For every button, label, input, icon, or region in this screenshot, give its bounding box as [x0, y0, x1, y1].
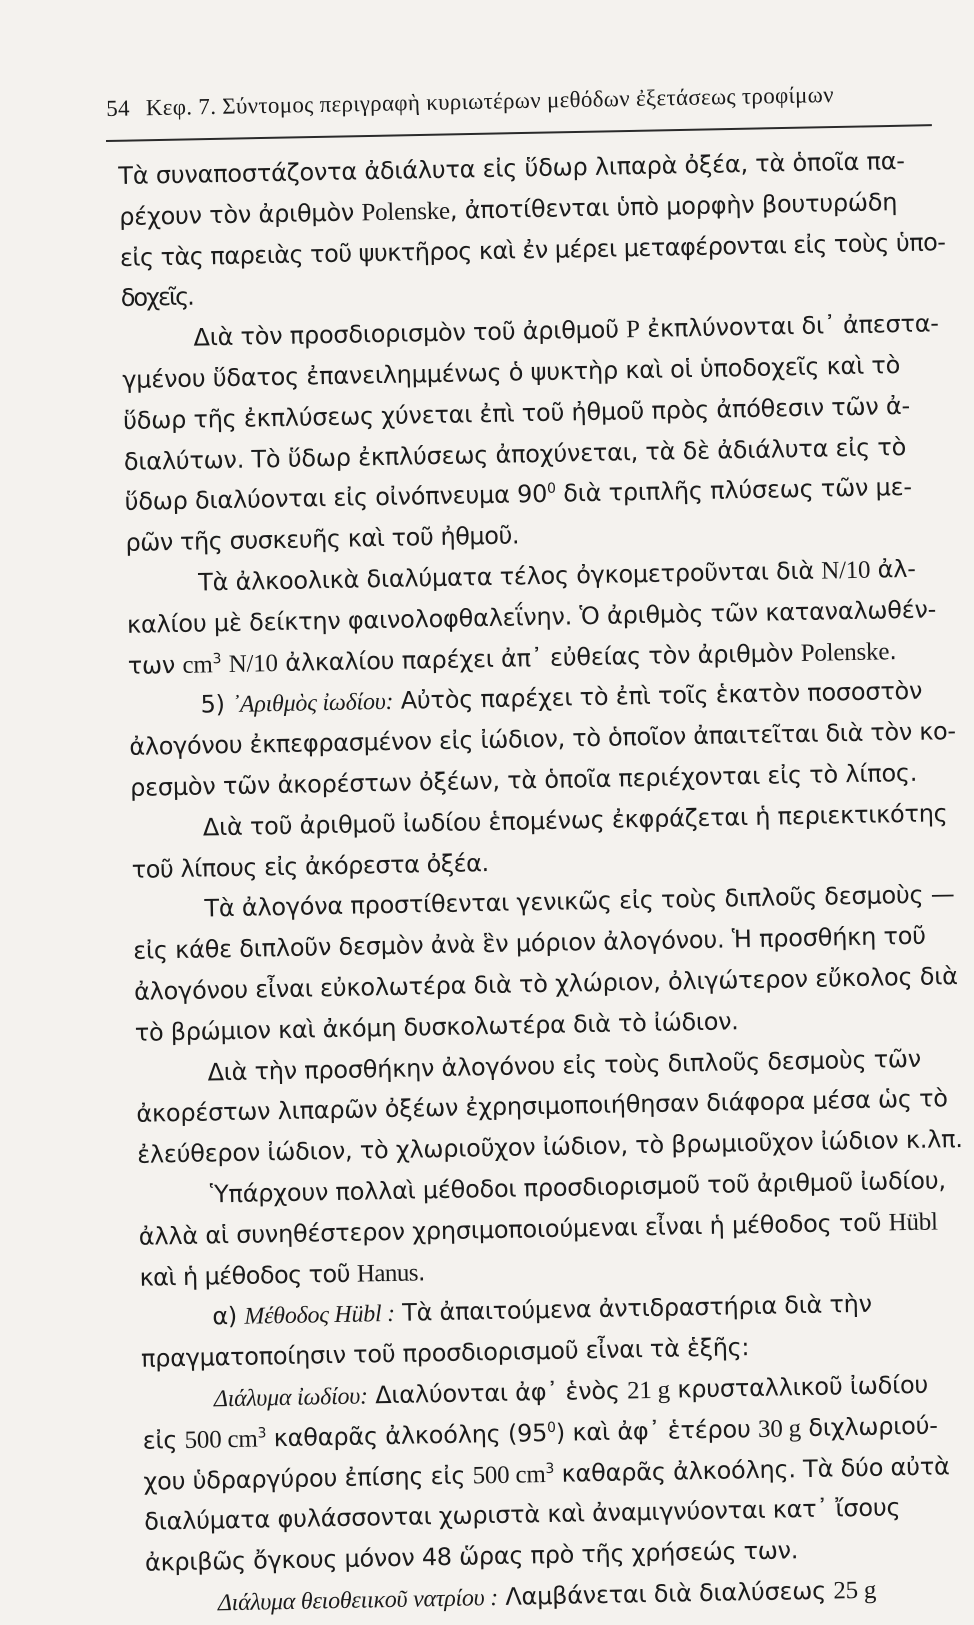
text-run: καθαρᾶς ἀλκοόλης. Τὰ δύο αὐτὰ — [553, 1451, 950, 1488]
running-header — [106, 80, 936, 122]
text-run: Τὰ ἀπαιτούμενα ἀντιδραστήρια διὰ τὴν — [394, 1290, 873, 1328]
text-run: πραγματοποίησιν τοῦ προσδιορισμοῦ εἶναι τὰ ἑξῆς: — [140, 1333, 750, 1373]
body-text — [118, 140, 974, 1625]
text-run: ἀλλὰ αἱ συνηθέστερον χρησιμοποιούμεναι εἶναι ἡ μέθοδος τοῦ — [138, 1208, 889, 1251]
text-run: P — [625, 316, 641, 344]
text-run: 30 g — [757, 1414, 802, 1443]
text-run: καθαρᾶς ἀλκοόλης (95 — [266, 1418, 548, 1453]
superscript: 3 — [212, 650, 222, 667]
text-run: ᾿Αριθμὸς ἰωδίου: — [231, 689, 394, 719]
text-run: ὕδωρ τῆς ἐκπλύσεως χύνεται ἐπὶ τοῦ ἠθμοῦ πρὸς ἀπόθεσιν τῶν ἀ- — [122, 391, 911, 435]
text-run: ἀκριβῶς ὄγκους μόνον 48 ὥρας πρὸ τῆς χρήσεώς των. — [144, 1536, 799, 1577]
text-run: Hanus — [356, 1258, 419, 1288]
text-run: cm — [182, 650, 213, 679]
page-number: 54 — [106, 95, 131, 121]
text-run: Αὐτὸς παρέχει τὸ ἐπὶ τοῖς ἑκατὸν ποσοστὸν — [393, 677, 923, 716]
text-run: εἰς τὰς παρειὰς τοῦ ψυκτῆρος καὶ ἐν μέρει μεταφέρονται εἰς τοὺς ὑπο- — [119, 227, 946, 272]
text-run: 500 cm — [184, 1425, 258, 1454]
text-run: εἰς κάθε διπλοῦν δεσμὸν ἀνὰ ἓν μόριον ἀλογόνου. Ἡ προσθήκη τοῦ — [132, 921, 927, 965]
text-run: Μέθοδος Hübl : — [244, 1301, 396, 1331]
text-run: ἀλκαλίου παρέχει ἀπ᾿ εὐθείας τὸν ἀριθμὸν — [277, 638, 801, 677]
text-run: διχλωριού- — [800, 1411, 938, 1442]
text-run: ὕδωρ διαλύονται εἰς οἰνόπνευμα 90 — [124, 480, 548, 517]
text-run: ) καὶ ἀφ᾿ ἑτέρου — [555, 1414, 759, 1447]
running-title: Κεφ. 7. Σύντομος περιγραφὴ κυριωτέρων μεθόδων ἐξετάσεως τροφίμων — [145, 82, 835, 121]
superscript: 3 — [545, 1460, 555, 1477]
text-run: διαλύτων. Τὸ ὕδωρ ἐκπλύσεως ἀποχύνεται, τὰ δὲ ἀδιάλυτα εἰς τὸ — [123, 432, 907, 476]
text-run: α) — [212, 1302, 245, 1331]
text-run: εἰς — [142, 1425, 185, 1455]
text-run: 21 g — [626, 1376, 671, 1405]
text-run: . — [888, 636, 897, 665]
text-run: τὸ βρώμιον καὶ ἀκόμη δυσκολωτέρα διὰ τὸ ἰώδιον. — [134, 1006, 739, 1047]
text-run: . — [417, 1257, 426, 1286]
text-run: ἀλογόνου εἶναι εὐκολωτέρα διὰ τὸ χλώριον, ὀλιγώτερον εὔκολος διὰ — [133, 961, 958, 1006]
text-run: Τὰ ἀλκοολικὰ διαλύματα τέλος ὀγκομετροῦνται διὰ — [197, 556, 822, 597]
text-run: 25 g — [833, 1576, 877, 1605]
text-run: γμένου ὕδατος ἐπανειλημμένως ὁ ψυκτὴρ καὶ οἱ ὑποδοχεῖς καὶ τὸ — [122, 351, 901, 394]
text-run: 500 cm — [472, 1460, 546, 1489]
text-run: , ἀποτίθενται ὑπὸ μορφὴν βουτυρώδη — [449, 187, 898, 225]
superscript: 0 — [546, 481, 556, 498]
text-run: 5) — [200, 690, 233, 719]
text-run: ἀκορέστων λιπαρῶν ὀξέων ἐχρησιμοποιήθησαν διάφορα μέσα ὡς τὸ — [136, 1084, 948, 1129]
text-run: Polenske — [361, 197, 451, 227]
text-run: N/10 — [228, 649, 279, 678]
text-run: καλίου μὲ δείκτην φαινολοφθαλεΐνην. Ὁ ἀριθμὸς τῶν καταναλωθέν- — [126, 595, 937, 639]
text-run: Διάλυμα ἰωδίου: — [213, 1383, 369, 1413]
text-run: N/10 — [821, 556, 871, 585]
superscript: 3 — [257, 1425, 267, 1442]
text-run: καὶ ἡ μέθοδος τοῦ — [139, 1259, 358, 1292]
text-run: ρεσμὸν τῶν ἀκορέστων ὀξέων, τὰ ὁποῖα περιέχονται εἰς τὸ λίπος. — [129, 758, 918, 802]
text-run: Διάλυμα θειοθειικοῦ νατρίου : — [217, 1584, 499, 1617]
text-run: Hübl — [888, 1208, 938, 1237]
text-run: διὰ τριπλῆς πλύσεως τῶν με- — [555, 473, 913, 509]
text-run: τοῦ λίπους εἰς ἀκόρεστα ὀξέα. — [131, 848, 489, 884]
text-run: των — [127, 650, 183, 680]
superscript: 0 — [546, 1419, 556, 1436]
text-run: δοχεῖς. — [120, 282, 194, 313]
text-run: κρυσταλλικοῦ ἰωδίου — [669, 1370, 929, 1404]
text-run: ἀλογόνου ἐκπεφρασμένον εἰς ἰώδιον, τὸ ὁποῖον ἀπαιτεῖται διὰ τὸν κο- — [129, 717, 956, 762]
text-run: Polenske — [800, 637, 890, 667]
text-run: διαλύματα φυλάσσονται χωριστὰ καὶ ἀναμιγνύονται κατ᾿ ἴσους — [143, 1493, 901, 1537]
text-run: ρῶν τῆς συσκευῆς καὶ τοῦ ἠθμοῦ. — [125, 521, 520, 558]
text-run: Λαμβάνεται διὰ διαλύσεως — [497, 1576, 834, 1611]
text-run: Διὰ τοῦ ἀριθμοῦ ἰωδίου ἑπομένως ἐκφράζεται ἡ περιεκτικότης — [202, 798, 948, 842]
header-rule — [106, 124, 932, 142]
text-run: Ὑπάρχουν πολλαὶ μέθοδοι προσδιορισμοῦ τοῦ ἀριθμοῦ ἰωδίου, — [209, 1166, 946, 1209]
text-run: Διὰ τὸν προσδιορισμὸν τοῦ ἀριθμοῦ — [193, 315, 627, 352]
text-run: ἐλεύθερον ἰώδιον, τὸ χλωριοῦχον ἰώδιον, τὸ βρωμιοῦχον ἰώδιον κ.λπ. — [136, 1125, 963, 1169]
text-run: Τὰ ἀλογόνα προστίθενται γενικῶς εἰς τοὺς διπλοῦς δεσμοὺς — — [204, 880, 955, 923]
text-run: Διὰ τὴν προσθήκην ἀλογόνου εἰς τοὺς διπλοῦς δεσμοὺς τῶν — [207, 1044, 922, 1086]
text-run: Τὰ συναποστάζοντα ἀδιάλυτα εἰς ὕδωρ λιπαρὰ ὀξέα, τὰ ὁποῖα πα- — [118, 146, 905, 190]
text-run: ἐκπλύνονται δι᾿ ἀπεστα- — [639, 309, 939, 344]
text-run: χου ὑδραργύρου ἐπίσης εἰς — [143, 1460, 473, 1496]
text-run: Διαλύονται ἀφ᾿ ἑνὸς — [367, 1376, 628, 1410]
text-run: ἀλ- — [869, 554, 916, 584]
text-run: ρέχουν τὸν ἀριθμὸν — [118, 198, 362, 231]
